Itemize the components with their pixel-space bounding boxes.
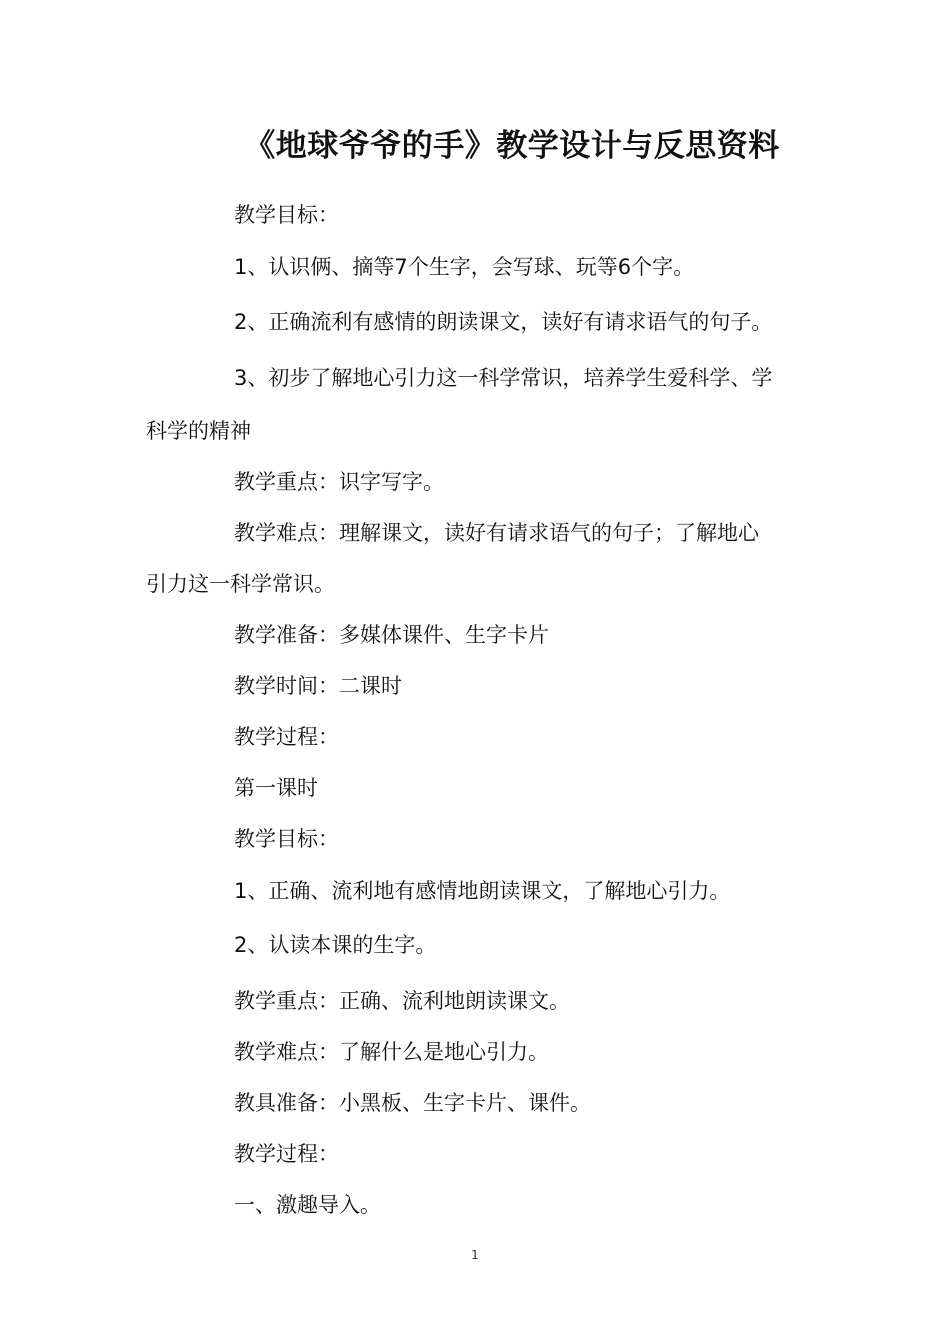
text-line: 教学难点：了解什么是地心引力。 — [234, 1040, 549, 1064]
text-line: 科学的精神 — [146, 419, 251, 443]
text-line: 教学重点：识字写字。 — [234, 470, 444, 494]
text-line: 1、正确、流利地有感情地朗读课文，了解地心引力。 — [234, 879, 731, 903]
text-line: 教学难点：理解课文，读好有请求语气的句子；了解地心 — [234, 521, 759, 545]
text-line: 教学过程： — [234, 725, 339, 749]
text-line: 3、初步了解地心引力这一科学常识，培养学生爱科学、学 — [234, 366, 773, 390]
page-number: 1 — [471, 1248, 479, 1262]
text-line: 2、正确流利有感情的朗读课文，读好有请求语气的句子。 — [234, 310, 773, 334]
text-line: 教学准备：多媒体课件、生字卡片 — [234, 623, 549, 647]
text-line: 教学过程： — [234, 1142, 339, 1166]
text-line: 教学时间：二课时 — [234, 674, 402, 698]
text-line: 教学重点：正确、流利地朗读课文。 — [234, 989, 570, 1013]
text-line: 2、认读本课的生字。 — [234, 933, 437, 957]
text-line: 1、认识俩、摘等7个生字，会写球、玩等6个字。 — [234, 255, 695, 279]
text-line: 教学目标： — [234, 203, 339, 227]
text-line: 引力这一科学常识。 — [146, 572, 335, 596]
text-line: 第一课时 — [234, 776, 318, 800]
text-line: 教具准备：小黑板、生字卡片、课件。 — [234, 1091, 591, 1115]
document-title: 《地球爷爷的手》教学设计与反思资料 — [244, 128, 780, 164]
text-line: 一、激趣导入。 — [234, 1193, 381, 1217]
text-line: 教学目标： — [234, 827, 339, 851]
